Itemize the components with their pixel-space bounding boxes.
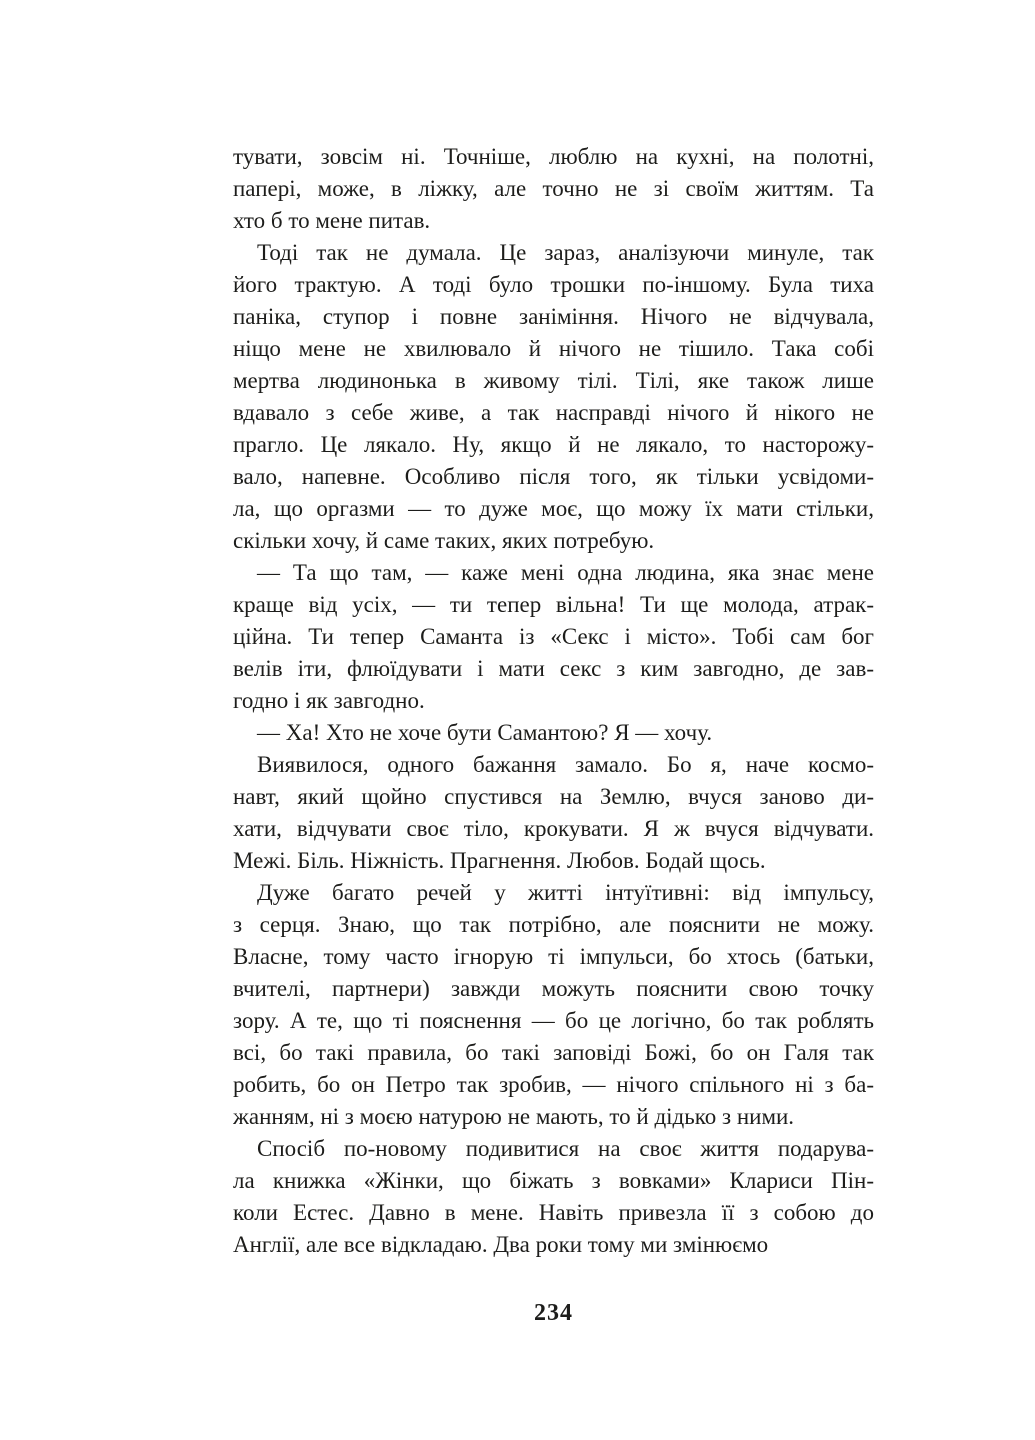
text-line: тувати, зовсім ні. Точніше, люблю на кухні, на полотні, [233, 144, 874, 169]
text-line: ційна. Ти тепер Саманта із «Секс і місто». Тобі сам бог [233, 624, 874, 649]
text-line: жанням, ні з моєю натурою не мають, то й дідько з ними. [233, 1104, 795, 1129]
text-line: ла, що оргазми — то дуже моє, що можу їх мати стільки, [233, 496, 874, 521]
text-line: Англії, але все відкладаю. Два роки тому ми змінюємо [233, 1232, 769, 1257]
paragraph [233, 141, 874, 237]
text-line: паніка, ступор і повне заніміння. Нічого не відчувала, [233, 304, 874, 329]
text-line: зору. А те, що ті пояснення — бо це логічно, бо так роблять [233, 1008, 874, 1033]
text-line: ла книжка «Жінки, що біжать з вовками» Клариси Пін- [233, 1168, 874, 1193]
text-line: з серця. Знаю, що так потрібно, але пояснити не можу. [233, 912, 874, 937]
text-line: коли Естес. Давно в мене. Навіть привезла її з собою до [233, 1200, 874, 1225]
text-line: навт, який щойно спустився на Землю, вчуся заново ди- [233, 784, 874, 809]
text-line: Межі. Біль. Ніжність. Прагнення. Любов. Бодай щось. [233, 848, 766, 873]
text-line: робить, бо он Петро так зробив, — нічого спільного ні з ба- [233, 1072, 874, 1097]
page-text [233, 141, 874, 1261]
paragraph [233, 877, 874, 1133]
page-number: 234 [534, 1300, 573, 1326]
text-line: краще від усіх, — ти тепер вільна! Ти ще молода, атрак- [233, 592, 874, 617]
text-line: Власне, тому часто ігнорую ті імпульси, бо хтось (батьки, [233, 944, 874, 969]
text-line: вало, напевне. Особливо після того, як тільки усвідоми- [233, 464, 874, 489]
text-line: прагло. Це лякало. Ну, якщо й не лякало, то насторожу- [233, 432, 874, 457]
text-line: годно і як завгодно. [233, 688, 425, 713]
text-line: його трактую. А тоді було трошки по-іншому. Була тиха [233, 272, 874, 297]
text-line: хто б то мене питав. [233, 208, 431, 233]
text-line: вчителі, партнери) завжди можуть пояснити свою точку [233, 976, 874, 1001]
text-line: велів іти, флюїдувати і мати секс з ким завгодно, де зав- [233, 656, 874, 681]
text-line: Спосіб по-новому подивитися на своє життя подарува- [257, 1136, 874, 1161]
text-line: Виявилося, одного бажання замало. Бо я, наче космо- [257, 752, 874, 777]
text-line: хати, відчувати своє тіло, крокувати. Я ж вчуся відчувати. [233, 816, 874, 841]
paragraph [233, 1133, 874, 1261]
paragraph [233, 237, 874, 557]
text-line: вдавало з себе живе, а так насправді нічого й нікого не [233, 400, 874, 425]
paragraph [233, 557, 874, 717]
paragraph [233, 749, 874, 877]
paragraph [233, 717, 874, 749]
text-line: папері, може, в ліжку, але точно не зі своїм життям. Та [233, 176, 874, 201]
text-line: Тоді так не думала. Це зараз, аналізуючи минуле, так [257, 240, 874, 265]
text-line: ніщо мене не хвилювало й нічого не тішило. Така собі [233, 336, 874, 361]
text-line: Дуже багато речей у житті інтуїтивні: від імпульсу, [257, 880, 874, 905]
text-line: скільки хочу, й саме таких, яких потребую. [233, 528, 655, 553]
text-line: — Ха! Хто не хоче бути Самантою? Я — хочу. [257, 720, 713, 745]
text-line: — Та що там, — каже мені одна людина, яка знає мене [257, 560, 874, 585]
text-line: мертва людинонька в живому тілі. Тілі, яке також лише [233, 368, 874, 393]
text-line: всі, бо такі правила, бо такі заповіді Божі, бо он Галя так [233, 1040, 874, 1065]
